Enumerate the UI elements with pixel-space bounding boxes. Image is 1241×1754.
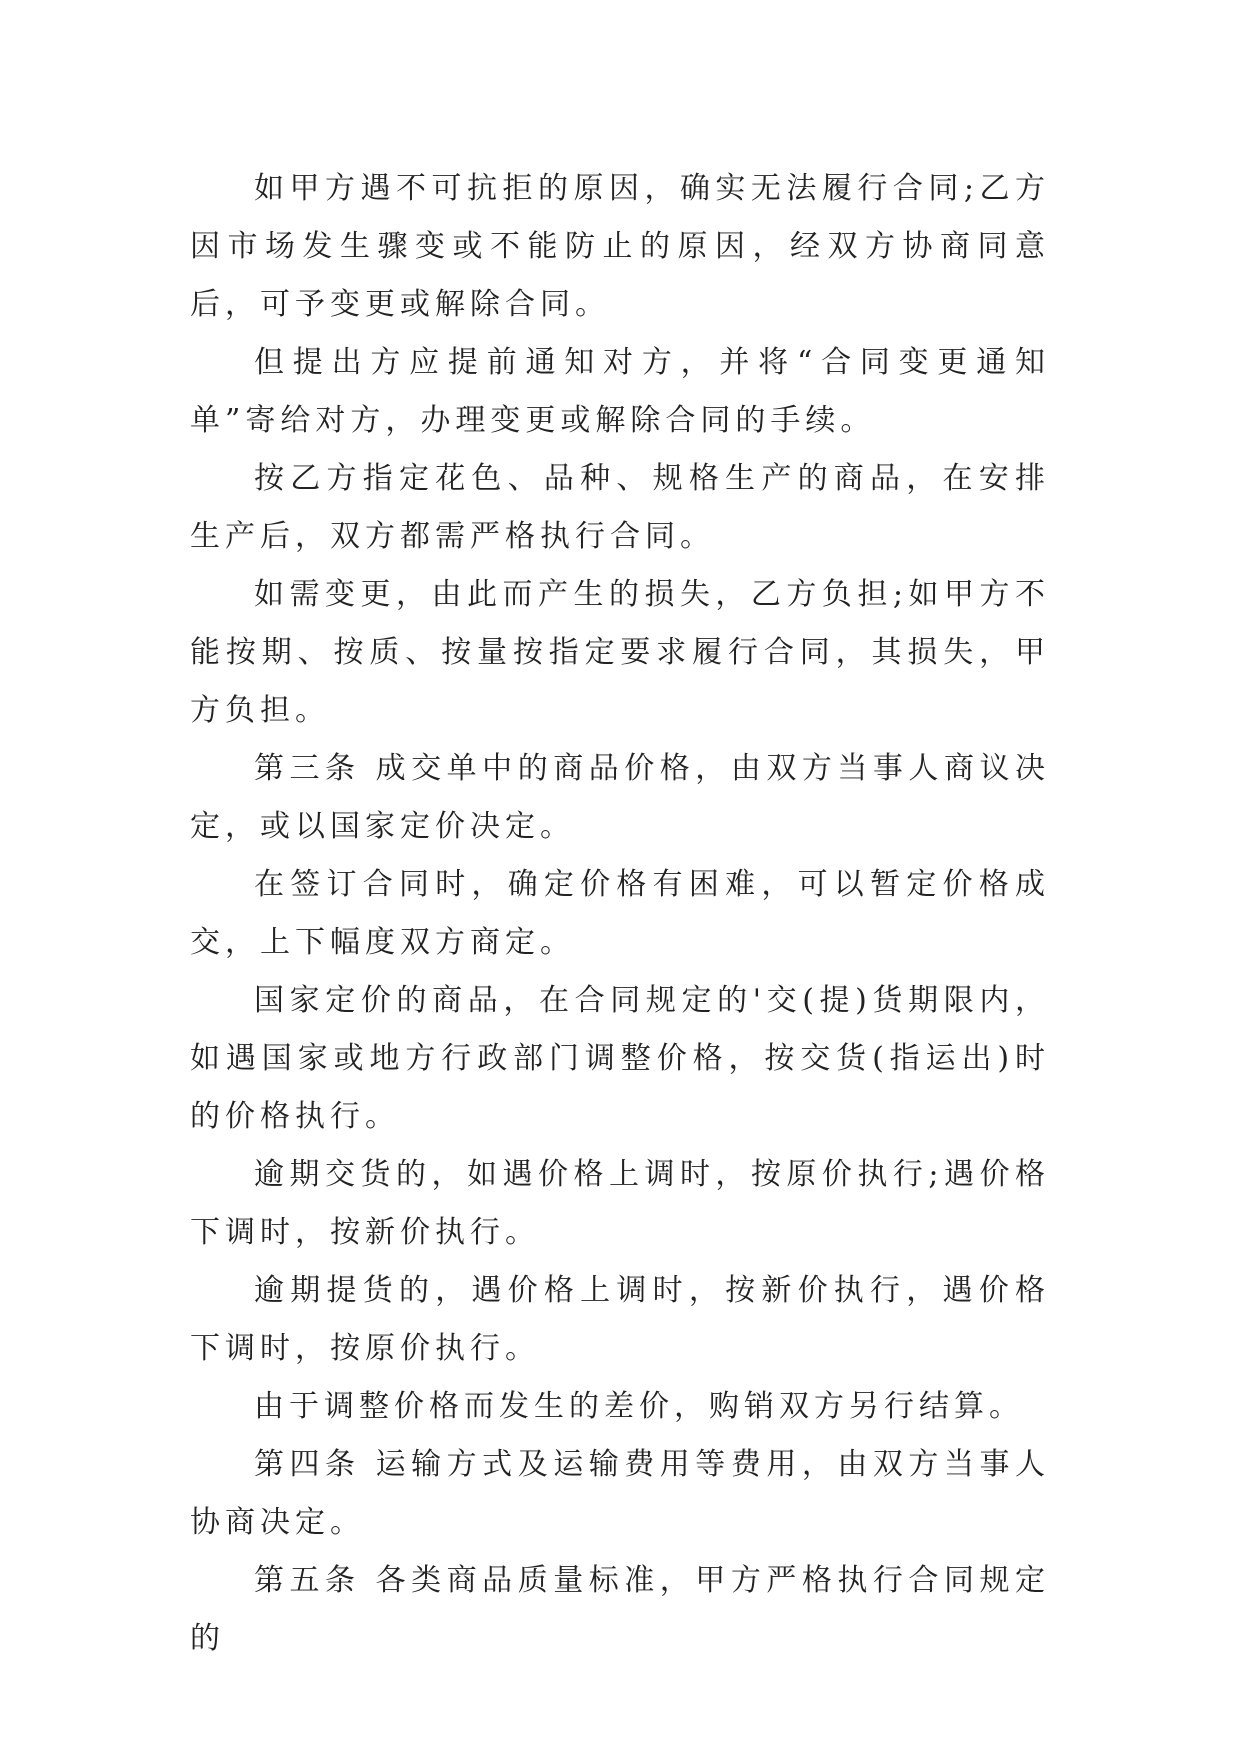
paragraph: 但提出方应提前通知对方，并将“合同变更通知单”寄给对方，办理变更或解除合同的手续。 [190, 345, 1050, 438]
paragraph: 按乙方指定花色、品种、规格生产的商品，在安排生产后，双方都需严格执行合同。 [190, 461, 1050, 554]
document-body [190, 160, 1050, 1668]
paragraph: 逾期提货的，遇价格上调时，按新价执行，遇价格下调时，按原价执行。 [190, 1273, 1050, 1366]
paragraph: 国家定价的商品，在合同规定的'交(提)货期限内，如遇国家或地方行政部门调整价格，按交货(指运出)时的价格执行。 [190, 983, 1050, 1134]
paragraph: 第五条 各类商品质量标准，甲方严格执行合同规定的 [190, 1563, 1050, 1656]
paragraph: 第三条 成交单中的商品价格，由双方当事人商议决定，或以国家定价决定。 [190, 751, 1050, 844]
paragraph: 在签订合同时，确定价格有困难，可以暂定价格成交，上下幅度双方商定。 [190, 867, 1050, 960]
paragraph: 如甲方遇不可抗拒的原因，确实无法履行合同;乙方因市场发生骤变或不能防止的原因，经双方协商同意后，可予变更或解除合同。 [190, 171, 1050, 322]
paragraph: 由于调整价格而发生的差价，购销双方另行结算。 [254, 1389, 1024, 1424]
paragraph: 逾期交货的，如遇价格上调时，按原价执行;遇价格下调时，按新价执行。 [190, 1157, 1050, 1250]
paragraph: 第四条 运输方式及运输费用等费用，由双方当事人协商决定。 [190, 1447, 1050, 1540]
paragraph: 如需变更，由此而产生的损失，乙方负担;如甲方不能按期、按质、按量按指定要求履行合同，其损失，甲方负担。 [190, 577, 1050, 728]
